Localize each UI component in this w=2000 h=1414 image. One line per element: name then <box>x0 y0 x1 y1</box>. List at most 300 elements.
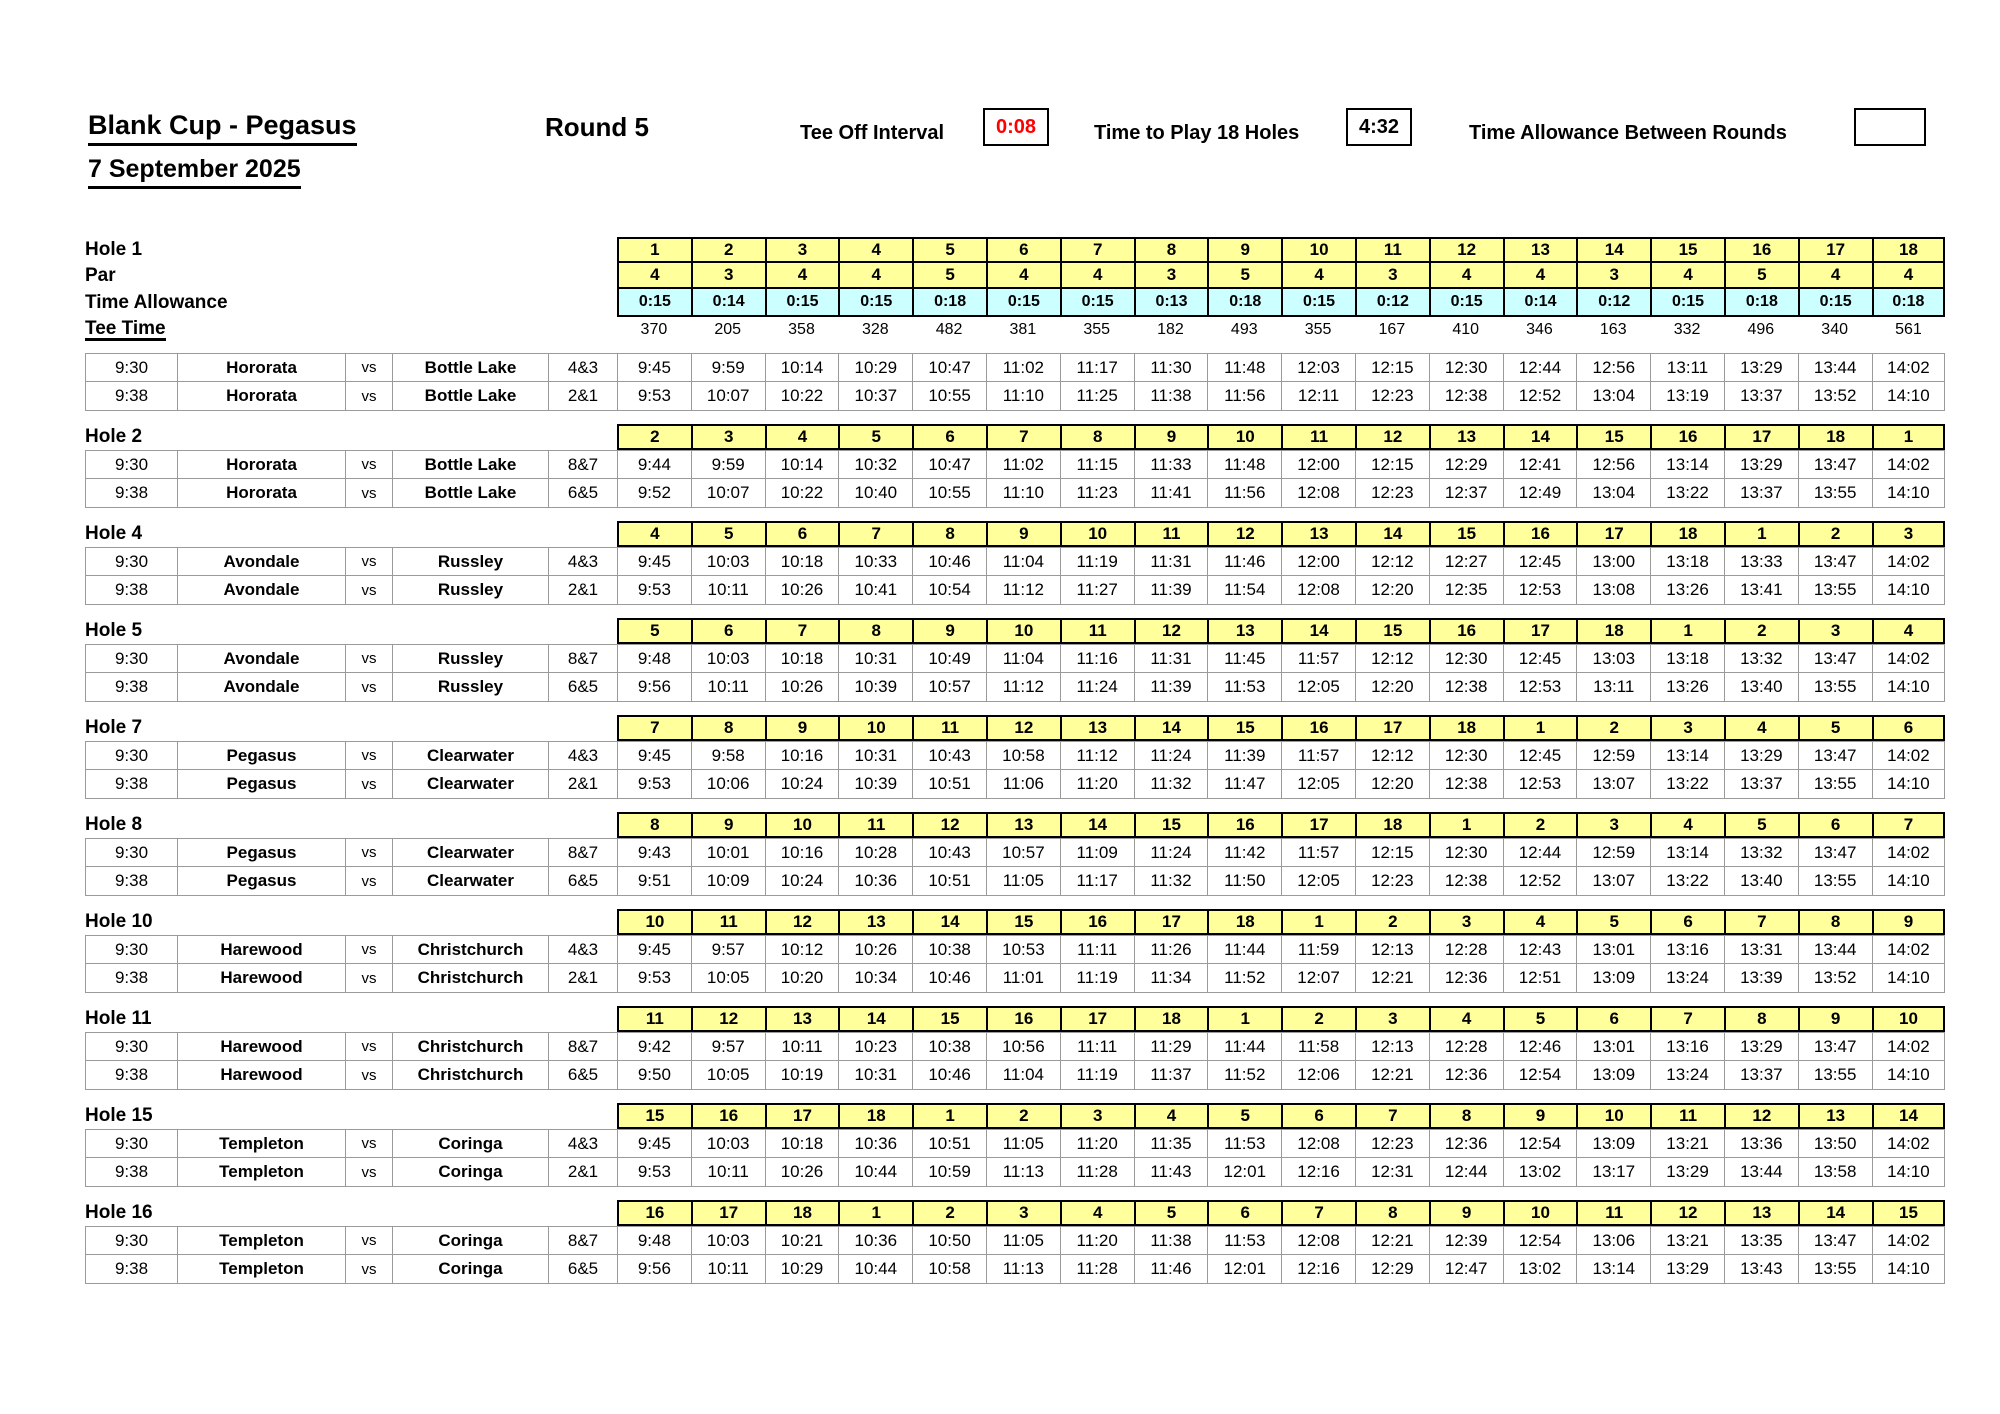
block-hole-number-cell: 14 <box>838 1006 912 1032</box>
block-hole-number-cell: 12 <box>1650 1200 1724 1226</box>
hole-number-cell: 2 <box>691 237 765 263</box>
time-cell: 10:22 <box>765 479 839 508</box>
block-hole-number-cell: 18 <box>1134 1006 1208 1032</box>
result-cell: 6&5 <box>548 867 617 896</box>
block-hole-number-cell: 6 <box>691 618 765 644</box>
time-cell: 13:47 <box>1798 547 1872 576</box>
block-hole-number-cell: 13 <box>1207 618 1281 644</box>
block-hole-number-cell: 12 <box>765 909 839 935</box>
time-cell: 13:29 <box>1650 1158 1724 1187</box>
time-cell: 13:14 <box>1650 838 1724 867</box>
team2-cell: Russley <box>392 644 548 673</box>
tee-time-cell: 9:38 <box>85 964 177 993</box>
tee-time-cell: 9:30 <box>85 450 177 479</box>
tee-time-cell: 9:30 <box>85 935 177 964</box>
time-cell: 11:56 <box>1207 479 1281 508</box>
distance-cell: 482 <box>935 321 963 338</box>
time-cell: 13:47 <box>1798 644 1872 673</box>
block-hole-number-cell: 8 <box>1724 1006 1798 1032</box>
block-hole-number-cell: 8 <box>1798 909 1872 935</box>
result-cell: 2&1 <box>548 382 617 411</box>
time-cell: 11:35 <box>1134 1129 1208 1158</box>
block-hole-number-cell: 7 <box>838 521 912 547</box>
time-cell: 11:09 <box>1060 838 1134 867</box>
time-cell: 10:55 <box>912 382 986 411</box>
time-cell: 14:02 <box>1872 1032 1946 1061</box>
time-cell: 11:54 <box>1207 576 1281 605</box>
time-cell: 14:02 <box>1872 838 1946 867</box>
distance-cell: 381 <box>1009 321 1037 338</box>
time-cell: 12:01 <box>1207 1158 1281 1187</box>
time-to-play-input[interactable]: 4:32 <box>1346 108 1412 146</box>
time-cell: 10:56 <box>986 1032 1060 1061</box>
time-cell: 14:10 <box>1872 770 1946 799</box>
distance-cell: 182 <box>1157 321 1184 338</box>
block-hole-number-cell: 13 <box>1798 1103 1872 1129</box>
time-allowance-cell: 0:18 <box>912 289 986 317</box>
team1-cell: Templeton <box>177 1255 345 1284</box>
block-hole-number-cell: 3 <box>1429 909 1503 935</box>
time-cell: 10:22 <box>765 382 839 411</box>
time-cell: 12:36 <box>1429 1061 1503 1090</box>
time-cell: 12:05 <box>1281 867 1355 896</box>
time-cell: 12:30 <box>1429 838 1503 867</box>
time-cell: 14:10 <box>1872 867 1946 896</box>
block-hole-number-cell: 14 <box>1060 812 1134 838</box>
vs-cell: vs <box>345 770 392 799</box>
tee-time-cell: 9:30 <box>85 547 177 576</box>
time-cell: 11:29 <box>1134 1032 1208 1061</box>
block-hole-number-cell: 9 <box>1872 909 1946 935</box>
block-hole-number-cell: 8 <box>1060 424 1134 450</box>
result-cell: 2&1 <box>548 576 617 605</box>
time-cell: 13:55 <box>1798 1061 1872 1090</box>
time-cell: 9:56 <box>617 1255 691 1284</box>
time-cell: 10:49 <box>912 644 986 673</box>
time-cell: 11:06 <box>986 770 1060 799</box>
par-cell: 4 <box>1798 263 1872 289</box>
time-cell: 12:08 <box>1281 576 1355 605</box>
time-cell: 10:40 <box>838 479 912 508</box>
time-cell: 13:55 <box>1798 576 1872 605</box>
time-cell: 10:44 <box>838 1255 912 1284</box>
time-cell: 13:18 <box>1650 644 1724 673</box>
time-cell: 11:27 <box>1060 576 1134 605</box>
par-cell: 4 <box>1281 263 1355 289</box>
time-cell: 12:38 <box>1429 382 1503 411</box>
time-cell: 13:29 <box>1650 1255 1724 1284</box>
time-cell: 13:02 <box>1503 1255 1577 1284</box>
time-cell: 12:44 <box>1503 838 1577 867</box>
time-cell: 11:33 <box>1134 450 1208 479</box>
time-cell: 12:05 <box>1281 770 1355 799</box>
time-cell: 10:11 <box>691 673 765 702</box>
block-hole-number-cell: 13 <box>1724 1200 1798 1226</box>
block-hole-number-cell: 17 <box>1724 424 1798 450</box>
time-cell: 12:54 <box>1503 1061 1577 1090</box>
time-cell: 11:43 <box>1134 1158 1208 1187</box>
time-cell: 10:50 <box>912 1226 986 1255</box>
team2-cell: Christchurch <box>392 1032 548 1061</box>
hole-number-cell: 16 <box>1724 237 1798 263</box>
time-cell: 12:12 <box>1355 547 1429 576</box>
block-hole-number-cell: 14 <box>1134 715 1208 741</box>
block-hole-number-cell: 18 <box>1207 909 1281 935</box>
time-cell: 13:44 <box>1798 935 1872 964</box>
time-allowance-cell: 0:14 <box>1503 289 1577 317</box>
block-hole-number-cell: 1 <box>1650 618 1724 644</box>
block-hole-number-cell: 5 <box>838 424 912 450</box>
time-cell: 10:11 <box>691 1255 765 1284</box>
block-hole-number-cell: 8 <box>691 715 765 741</box>
block-hole-number-cell: 14 <box>1798 1200 1872 1226</box>
block-hole-number-cell: 6 <box>1576 1006 1650 1032</box>
tee-time-cell: 9:30 <box>85 1226 177 1255</box>
time-cell: 13:08 <box>1576 576 1650 605</box>
block-hole-number-cell: 10 <box>1576 1103 1650 1129</box>
team1-cell: Templeton <box>177 1226 345 1255</box>
block-hole-number-cell: 6 <box>1872 715 1946 741</box>
time-cell: 13:39 <box>1724 964 1798 993</box>
time-cell: 10:03 <box>691 1226 765 1255</box>
block-hole-number-cell: 2 <box>1798 521 1872 547</box>
block-hole-number-cell: 6 <box>1281 1103 1355 1129</box>
hole-number-cell: 9 <box>1207 237 1281 263</box>
time-cell: 13:40 <box>1724 867 1798 896</box>
title-block <box>88 110 357 189</box>
time-cell: 13:19 <box>1650 382 1724 411</box>
time-cell: 12:53 <box>1503 673 1577 702</box>
time-cell: 10:44 <box>838 1158 912 1187</box>
block-hole-number-cell: 3 <box>986 1200 1060 1226</box>
time-cell: 10:47 <box>912 450 986 479</box>
block-hole-number-cell: 2 <box>617 424 691 450</box>
time-cell: 12:23 <box>1355 867 1429 896</box>
block-hole-number-cell: 4 <box>1650 812 1724 838</box>
time-cell: 13:32 <box>1724 644 1798 673</box>
team1-cell: Templeton <box>177 1129 345 1158</box>
vs-cell: vs <box>345 353 392 382</box>
block-hole-number-cell: 7 <box>617 715 691 741</box>
par-cell: 4 <box>1503 263 1577 289</box>
vs-cell: vs <box>345 1158 392 1187</box>
block-hole-number-cell: 9 <box>912 618 986 644</box>
time-cell: 12:59 <box>1576 741 1650 770</box>
time-cell: 12:46 <box>1503 1032 1577 1061</box>
block-hole-number-cell: 16 <box>1060 909 1134 935</box>
time-cell: 12:20 <box>1355 770 1429 799</box>
time-cell: 11:52 <box>1207 964 1281 993</box>
time-cell: 11:58 <box>1281 1032 1355 1061</box>
block-hole-number-cell: 5 <box>1724 812 1798 838</box>
time-cell: 11:04 <box>986 1061 1060 1090</box>
vs-cell: vs <box>345 1032 392 1061</box>
block-hole-number-cell: 1 <box>1872 424 1946 450</box>
time-cell: 10:47 <box>912 353 986 382</box>
time-cell: 12:53 <box>1503 770 1577 799</box>
time-cell: 13:14 <box>1576 1255 1650 1284</box>
time-cell: 11:20 <box>1060 1129 1134 1158</box>
time-cell: 12:15 <box>1355 450 1429 479</box>
hole-number-cell: 15 <box>1650 237 1724 263</box>
time-allowance-cell: 0:15 <box>1798 289 1872 317</box>
time-cell: 11:30 <box>1134 353 1208 382</box>
block-hole-number-cell: 13 <box>1060 715 1134 741</box>
time-cell: 11:19 <box>1060 1061 1134 1090</box>
time-cell: 10:51 <box>912 1129 986 1158</box>
time-cell: 10:36 <box>838 1129 912 1158</box>
block-hole-number-cell: 18 <box>1355 812 1429 838</box>
time-cell: 11:12 <box>986 673 1060 702</box>
time-cell: 12:21 <box>1355 1061 1429 1090</box>
time-cell: 13:47 <box>1798 450 1872 479</box>
time-cell: 10:26 <box>838 935 912 964</box>
time-cell: 11:31 <box>1134 547 1208 576</box>
time-cell: 13:11 <box>1576 673 1650 702</box>
time-cell: 9:45 <box>617 741 691 770</box>
block-hole-number-cell: 16 <box>1650 424 1724 450</box>
time-cell: 13:09 <box>1576 964 1650 993</box>
team1-cell: Avondale <box>177 644 345 673</box>
time-cell: 13:29 <box>1724 353 1798 382</box>
time-cell: 13:24 <box>1650 1061 1724 1090</box>
block-hole-number-cell: 7 <box>1650 1006 1724 1032</box>
block-hole-number-cell: 16 <box>1429 618 1503 644</box>
block-hole-number-cell: 2 <box>912 1200 986 1226</box>
time-cell: 12:37 <box>1429 479 1503 508</box>
time-cell: 10:20 <box>765 964 839 993</box>
time-cell: 13:14 <box>1650 450 1724 479</box>
block-hole-number-cell: 9 <box>986 521 1060 547</box>
time-cell: 12:08 <box>1281 1226 1355 1255</box>
time-allowance-cell: 0:18 <box>1872 289 1946 317</box>
time-cell: 12:45 <box>1503 547 1577 576</box>
time-cell: 14:02 <box>1872 547 1946 576</box>
block-hole-number-cell: 10 <box>765 812 839 838</box>
time-cell: 10:16 <box>765 838 839 867</box>
distance-cell: 205 <box>714 321 742 338</box>
result-cell: 2&1 <box>548 964 617 993</box>
hole-number-cell: 4 <box>838 237 912 263</box>
time-cell: 12:59 <box>1576 838 1650 867</box>
time-cell: 10:54 <box>912 576 986 605</box>
time-cell: 9:45 <box>617 1129 691 1158</box>
block-hole-number-cell: 11 <box>1060 618 1134 644</box>
block-hole-number-cell: 16 <box>617 1200 691 1226</box>
time-cell: 9:53 <box>617 576 691 605</box>
block-hole-label: Hole 7 <box>85 717 143 738</box>
time-cell: 12:20 <box>1355 673 1429 702</box>
team1-cell: Hororata <box>177 479 345 508</box>
time-cell: 11:05 <box>986 867 1060 896</box>
block-hole-number-cell: 13 <box>1281 521 1355 547</box>
time-cell: 12:31 <box>1355 1158 1429 1187</box>
team1-cell: Avondale <box>177 673 345 702</box>
vs-cell: vs <box>345 673 392 702</box>
time-cell: 10:37 <box>838 382 912 411</box>
time-cell: 11:45 <box>1207 644 1281 673</box>
time-cell: 10:24 <box>765 770 839 799</box>
time-cell: 10:31 <box>838 644 912 673</box>
team1-cell: Pegasus <box>177 741 345 770</box>
time-cell: 9:52 <box>617 479 691 508</box>
block-hole-number-cell: 17 <box>765 1103 839 1129</box>
block-hole-number-cell: 13 <box>765 1006 839 1032</box>
block-hole-label: Hole 11 <box>85 1008 152 1029</box>
block-hole-number-cell: 3 <box>1650 715 1724 741</box>
page-title: Blank Cup - Pegasus <box>88 110 357 146</box>
time-cell: 13:22 <box>1650 867 1724 896</box>
time-cell: 11:50 <box>1207 867 1281 896</box>
time-cell: 9:57 <box>691 935 765 964</box>
time-cell: 12:11 <box>1281 382 1355 411</box>
par-cell: 4 <box>765 263 839 289</box>
result-cell: 6&5 <box>548 673 617 702</box>
time-cell: 11:57 <box>1281 838 1355 867</box>
block-hole-number-cell: 6 <box>912 424 986 450</box>
distance-cell: 340 <box>1821 321 1848 338</box>
time-cell: 10:59 <box>912 1158 986 1187</box>
block-hole-number-cell: 7 <box>1355 1103 1429 1129</box>
event-date: 7 September 2025 <box>88 155 301 189</box>
block-hole-number-cell: 2 <box>1724 618 1798 644</box>
time-cell: 11:48 <box>1207 450 1281 479</box>
block-hole-number-cell: 9 <box>1503 1103 1577 1129</box>
time-cell: 11:39 <box>1207 741 1281 770</box>
block-hole-label: Hole 15 <box>85 1105 153 1126</box>
block-hole-number-cell: 18 <box>1429 715 1503 741</box>
block-hole-number-cell: 16 <box>1207 812 1281 838</box>
time-cell: 11:24 <box>1134 838 1208 867</box>
time-cell: 10:39 <box>838 770 912 799</box>
time-cell: 13:52 <box>1798 964 1872 993</box>
block-hole-number-cell: 12 <box>1724 1103 1798 1129</box>
time-cell: 11:17 <box>1060 867 1134 896</box>
time-cell: 12:05 <box>1281 673 1355 702</box>
time-allowance-cell: 0:12 <box>1355 289 1429 317</box>
block-hole-number-cell: 14 <box>1281 618 1355 644</box>
time-cell: 12:12 <box>1355 644 1429 673</box>
team2-cell: Coringa <box>392 1129 548 1158</box>
time-allowance-cell: 0:15 <box>1429 289 1503 317</box>
allowance-between-rounds-input[interactable] <box>1854 108 1926 146</box>
team2-cell: Bottle Lake <box>392 450 548 479</box>
block-hole-number-cell: 7 <box>1281 1200 1355 1226</box>
time-cell: 11:25 <box>1060 382 1134 411</box>
block-hole-number-cell: 15 <box>986 909 1060 935</box>
time-cell: 11:46 <box>1207 547 1281 576</box>
distance-cell: 355 <box>1083 321 1111 338</box>
time-cell: 11:12 <box>986 576 1060 605</box>
time-cell: 10:43 <box>912 741 986 770</box>
time-cell: 13:31 <box>1724 935 1798 964</box>
team2-cell: Russley <box>392 673 548 702</box>
hole-number-cell: 18 <box>1872 237 1946 263</box>
distance-cell: 167 <box>1378 321 1406 338</box>
block-hole-number-cell: 9 <box>1134 424 1208 450</box>
team2-cell: Russley <box>392 576 548 605</box>
row-spacer <box>85 799 1945 812</box>
vs-cell: vs <box>345 867 392 896</box>
par-cell: 4 <box>617 263 691 289</box>
result-cell: 8&7 <box>548 838 617 867</box>
block-hole-number-cell: 9 <box>1429 1200 1503 1226</box>
block-hole-number-cell: 5 <box>1798 715 1872 741</box>
team2-cell: Russley <box>392 547 548 576</box>
time-cell: 13:40 <box>1724 673 1798 702</box>
block-hole-number-cell: 5 <box>617 618 691 644</box>
block-hole-number-cell: 10 <box>617 909 691 935</box>
tee-off-interval-input[interactable]: 0:08 <box>983 108 1049 146</box>
time-cell: 13:29 <box>1724 1032 1798 1061</box>
block-hole-number-cell: 14 <box>1355 521 1429 547</box>
time-cell: 11:31 <box>1134 644 1208 673</box>
time-cell: 12:53 <box>1503 576 1577 605</box>
block-hole-number-cell: 17 <box>1060 1006 1134 1032</box>
time-cell: 14:10 <box>1872 1255 1946 1284</box>
time-cell: 11:24 <box>1060 673 1134 702</box>
time-cell: 9:59 <box>691 353 765 382</box>
block-hole-number-cell: 5 <box>1503 1006 1577 1032</box>
result-cell: 4&3 <box>548 547 617 576</box>
block-hole-number-cell: 11 <box>1576 1200 1650 1226</box>
tee-time-cell: 9:38 <box>85 673 177 702</box>
time-cell: 11:38 <box>1134 1226 1208 1255</box>
time-cell: 14:10 <box>1872 382 1946 411</box>
block-hole-number-cell: 8 <box>838 618 912 644</box>
time-cell: 11:04 <box>986 644 1060 673</box>
time-cell: 9:53 <box>617 770 691 799</box>
time-cell: 14:02 <box>1872 644 1946 673</box>
time-cell: 11:48 <box>1207 353 1281 382</box>
time-cell: 10:06 <box>691 770 765 799</box>
time-cell: 10:51 <box>912 867 986 896</box>
hole-number-cell: 11 <box>1355 237 1429 263</box>
time-cell: 13:37 <box>1724 479 1798 508</box>
block-hole-number-cell: 15 <box>1872 1200 1946 1226</box>
time-cell: 11:10 <box>986 479 1060 508</box>
time-cell: 9:53 <box>617 382 691 411</box>
time-cell: 13:36 <box>1724 1129 1798 1158</box>
block-hole-number-cell: 8 <box>1355 1200 1429 1226</box>
time-cell: 12:13 <box>1355 935 1429 964</box>
hole-number-cell: 8 <box>1134 237 1208 263</box>
time-cell: 14:02 <box>1872 353 1946 382</box>
time-cell: 13:32 <box>1724 838 1798 867</box>
time-cell: 11:41 <box>1134 479 1208 508</box>
vs-cell: vs <box>345 935 392 964</box>
time-cell: 12:06 <box>1281 1061 1355 1090</box>
tee-time-cell: 9:30 <box>85 1032 177 1061</box>
par-cell: 4 <box>1872 263 1946 289</box>
par-cell: 5 <box>1207 263 1281 289</box>
time-cell: 12:49 <box>1503 479 1577 508</box>
block-hole-number-cell: 17 <box>1281 812 1355 838</box>
time-cell: 10:32 <box>838 450 912 479</box>
block-hole-number-cell: 14 <box>1872 1103 1946 1129</box>
time-cell: 14:10 <box>1872 673 1946 702</box>
team1-cell: Hororata <box>177 450 345 479</box>
tee-time-label-text: Tee Time <box>85 319 166 342</box>
time-cell: 11:01 <box>986 964 1060 993</box>
time-cell: 13:47 <box>1798 1032 1872 1061</box>
distance-cell: 355 <box>1304 321 1332 338</box>
block-hole-number-cell: 17 <box>1503 618 1577 644</box>
team2-cell: Bottle Lake <box>392 353 548 382</box>
time-cell: 10:26 <box>765 673 839 702</box>
block-hole-number-cell: 11 <box>1650 1103 1724 1129</box>
time-cell: 10:39 <box>838 673 912 702</box>
